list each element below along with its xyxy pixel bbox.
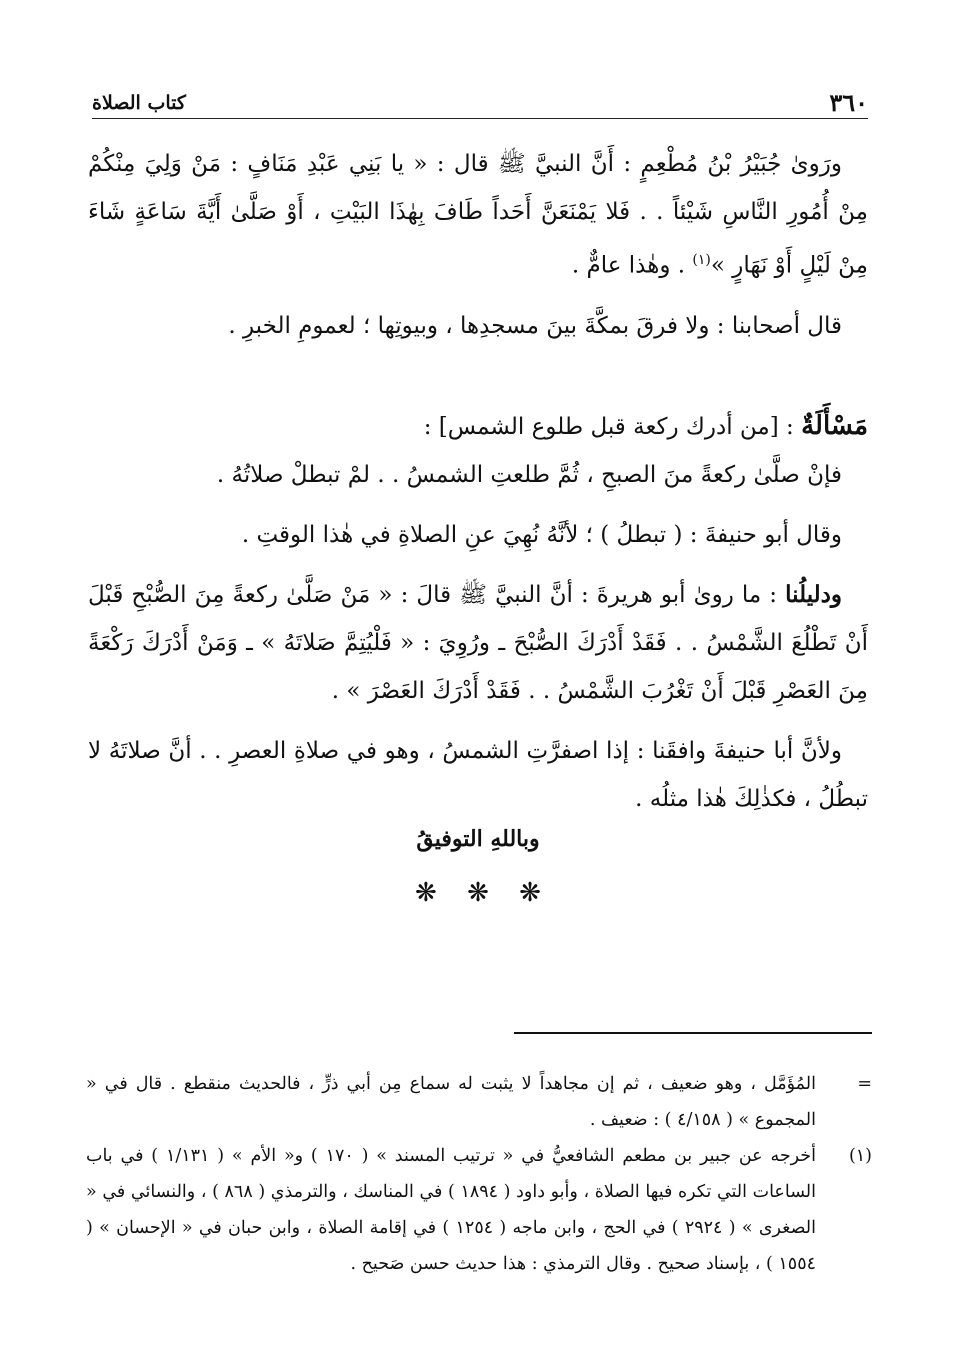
page-number: ٣٦٠ (829, 88, 868, 117)
footnote-text: المُؤَمَّل ، وهو ضعيف ، ثم إن مجاهداً لا يثبت له سماع مِن أبي ذرٍّ ، فالحديث منقطع . قال في « المجموع » ( ٤/١٥٨ ) : ضعيف . (86, 1074, 816, 1130)
paragraph-text-end: . وهٰذا عامٌّ . (571, 252, 693, 279)
masala-heading (88, 402, 868, 451)
footnote-mark: = (857, 1074, 872, 1094)
section-divider-stars: ❋ ❋ ❋ (415, 878, 541, 908)
closing-phrase: وباللهِ التوفيقُ (416, 826, 540, 852)
footnote-text: أخرجه عن جبير بن مطعم الشافعيُّ في « ترتيب المسند » ( ١٧٠ ) و« الأم » ( ١/١٣١ ) في باب الساعات التي تكره فيها الصلاة ، وأبو داود ( ١٨٩٤ ) في المناسك ، والترمذي ( ٨٦٨ ) ، والنسائي في « الصغرى » ( ٢٩٢٤ ) في الحج ، وابن ماجه ( ١٢٥٤ ) في إقامة الصلاة ، وابن حبان في « الإحسان » ( ١٥٥٤ ) ، بإسناد صحيح . وقال الترمذي : هذا حديث حسن صَحيح . (86, 1146, 816, 1274)
footnote-reference[interactable]: (١) (692, 252, 711, 268)
paragraph-ashabuna: قال أصحابنا : ولا فرقَ بمكَّةَ بينَ مسجدِها ، وبيوتِها ؛ لعمومِ الخبرِ . (228, 312, 842, 339)
paragraph-abu-hanifa: وقال أبو حنيفةَ : ( تبطلُ ) ؛ لأنَّهُ نُهِيَ عنِ الصلاةِ في هٰذا الوقتِ . (241, 521, 842, 548)
running-title: كتاب الصلاة (92, 92, 186, 114)
paragraph-analogy: ولأنَّ أبا حنيفةَ وافقَنا : إذا اصفرَّتِ الشمسُ ، وهو في صلاةِ العصرِ . . أنَّ صلاتَهُ لا تبطُلُ ، فكذٰلِكَ هٰذا مثلُه . (88, 737, 868, 812)
main-text (88, 140, 868, 823)
footnote-separator (514, 1032, 872, 1034)
footnotes (86, 1066, 872, 1282)
footnote-1 (86, 1138, 872, 1282)
evidence-lead: ودليلُنا (785, 580, 842, 608)
masala-title: : [من أدرك ركعة قبل طلوع الشمس] : (423, 413, 802, 440)
paragraph-hadith-jubayr (88, 140, 868, 290)
paragraph-ruling: فإنْ صلَّىٰ ركعةً منَ الصبحِ ، ثُمَّ طلعتِ الشمسُ . . لمْ تبطلْ صلاتُهُ . (216, 461, 842, 488)
footnote-mark: (١) (848, 1146, 872, 1166)
masala-term: مَسْأَلَةٌ (801, 410, 868, 441)
footnote-continuation (86, 1066, 872, 1138)
evidence-text: : ما روىٰ أبو هريرةَ : أنَّ النبيَّ ﷺ قالَ : « مَنْ صَلَّىٰ ركعةً مِنَ الصُّبْحِ قَبْلَ أَنْ تَطْلُعَ الشَّمْسُ . . فَقَدْ أَدْرَكَ الصُّبْحَ ـ ورُوِيَ : « فَلْيُتِمَّ صَلاتَهُ » ـ وَمَنْ أَدْرَكَ رَكْعَةً مِنَ العَصْرِ قَبْلَ أَنْ تَغْرُبَ الشَّمْسُ . . فَقَدْ أَدْرَكَ العَصْرَ » . (88, 581, 868, 704)
paragraph-text: ورَوىٰ جُبَيْرُ بْنُ مُطْعِمٍ : أَنَّ النبيَّ ﷺ قال : « يا بَنِي عَبْدِ مَنَافٍ : مَنْ وَلِيَ مِنْكُمْ مِنْ أُمُورِ النَّاسِ شَيْئاً . . فَلا يَمْنَعَنَّ أَحَداً طَافَ بِهٰذَا البَيْتِ ، أَوْ صَلَّىٰ أَيَّةَ سَاعَةٍ شَاءَ مِنْ لَيْلٍ أَوْ نَهَارٍ » (88, 151, 868, 279)
paragraph-evidence (88, 571, 868, 715)
page-header (92, 88, 868, 119)
